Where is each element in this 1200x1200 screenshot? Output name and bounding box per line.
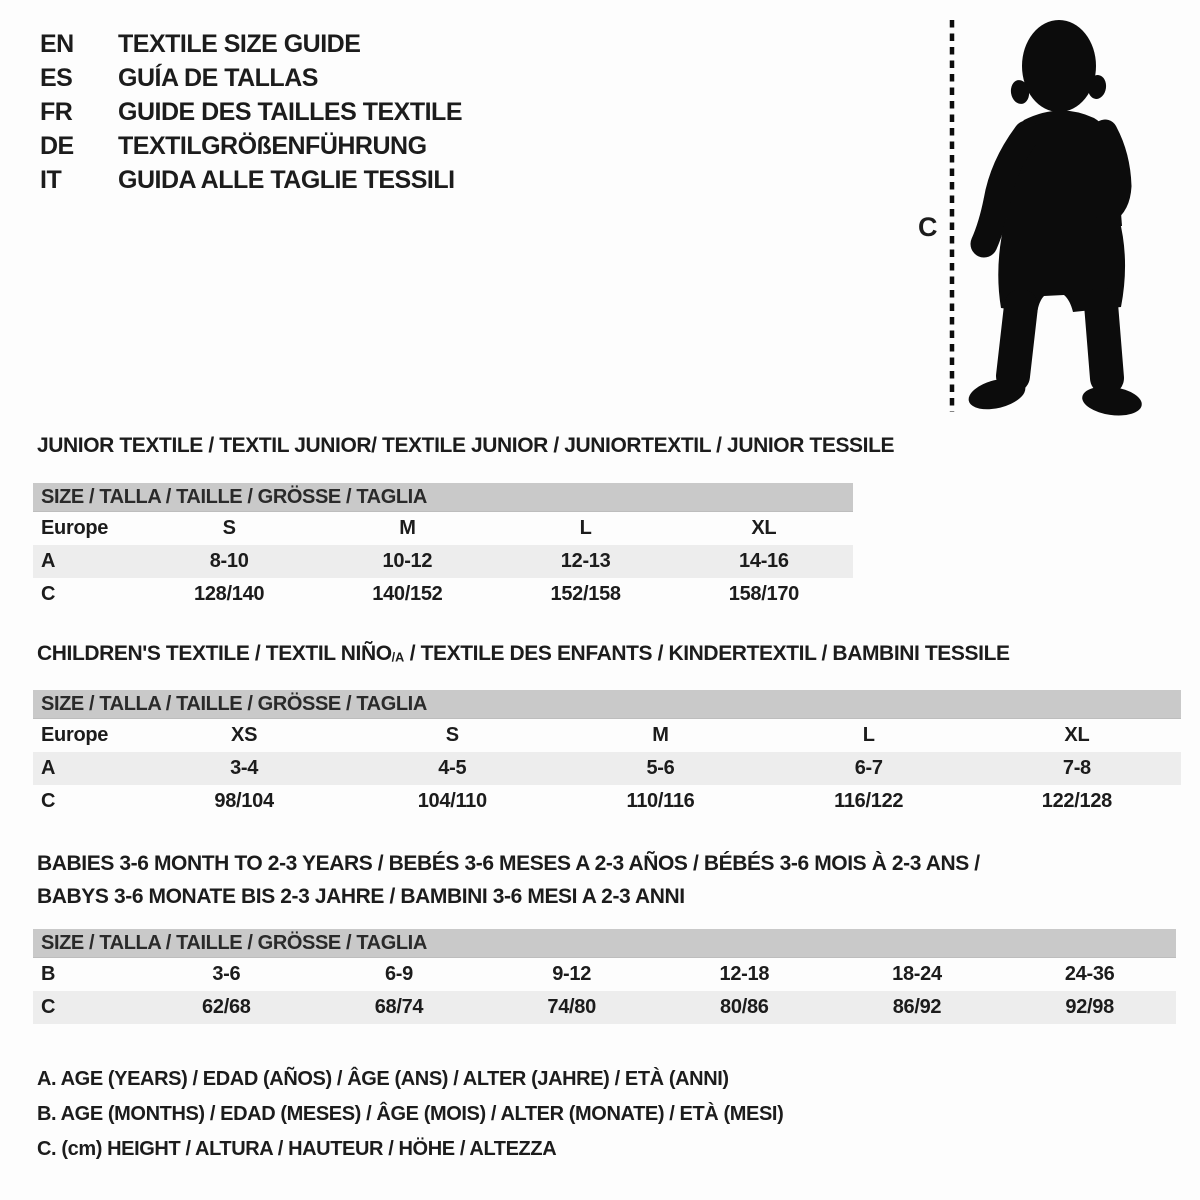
language-title: GUÍA DE TALLAS [118, 64, 318, 92]
column-header-cell: L [862, 724, 875, 746]
language-row [40, 166, 462, 200]
language-code: EN [40, 30, 74, 58]
table-row [33, 785, 1181, 818]
measure-legend [37, 1068, 783, 1173]
value-cell: 116/122 [834, 790, 904, 812]
value-cell: 92/98 [1065, 996, 1114, 1018]
value-cell: 9-12 [552, 963, 592, 985]
legend-line: A. AGE (YEARS) / EDAD (AÑOS) / ÂGE (ANS) / ALTER (JAHRE) / ETÀ (ANNI) [37, 1068, 729, 1090]
children-size-table [33, 690, 1181, 818]
column-header-cell: XS [231, 724, 258, 746]
column-header-cell: S [222, 517, 236, 539]
value-cell: 4-5 [438, 757, 467, 779]
junior-section-heading: JUNIOR TEXTILE / TEXTIL JUNIOR/ TEXTILE JUNIOR / JUNIORTEXTIL / JUNIOR TESSILE [37, 434, 895, 457]
column-header-cell: S [445, 724, 459, 746]
language-title-list [40, 30, 462, 200]
babies-heading-line-1: BABIES 3-6 MONTH TO 2-3 YEARS / BEBÉS 3-6 MESES A 2-3 AÑOS / BÉBÉS 3-6 MOIS À 2-3 ANS / [37, 852, 980, 875]
value-cell: 86/92 [892, 996, 942, 1018]
language-row [40, 132, 462, 166]
row-label-cell: A [41, 550, 56, 572]
row-label-cell: C [41, 996, 56, 1018]
language-row [40, 98, 462, 132]
column-header-cell: XL [1064, 724, 1090, 746]
value-cell: 3-6 [212, 963, 241, 985]
language-title: GUIDE DES TAILLES TEXTILE [118, 98, 463, 126]
table-row [33, 578, 853, 611]
language-code: FR [40, 98, 73, 126]
column-header-row [33, 719, 1181, 752]
value-cell: 152/158 [550, 583, 621, 605]
row-label-cell: B [41, 963, 56, 985]
value-cell: 104/110 [417, 790, 487, 812]
language-row [40, 64, 462, 98]
legend-line: C. (cm) HEIGHT / ALTURA / HAUTEUR / HÖHE / ALTEZZA [37, 1138, 557, 1160]
table-row [33, 545, 853, 578]
language-code: IT [40, 166, 62, 194]
value-cell: 24-36 [1064, 963, 1115, 985]
babies-size-table [33, 929, 1176, 1024]
language-title: TEXTILGRÖßENFÜHRUNG [118, 132, 427, 160]
junior-size-table [33, 483, 853, 611]
height-measure-label: C [918, 212, 937, 242]
value-cell: 7-8 [1062, 757, 1091, 779]
column-header-cell: L [579, 517, 592, 539]
babies-heading-line-2: BABYS 3-6 MONATE BIS 2-3 JAHRE / BAMBINI 3-6 MESI A 2-3 ANNI [37, 885, 685, 908]
row-label-cell: Europe [41, 724, 109, 746]
row-label-cell: A [41, 757, 56, 779]
column-header-cell: XL [751, 517, 777, 539]
size-header-band: SIZE / TALLA / TAILLE / GRÖSSE / TAGLIA [33, 690, 1181, 719]
language-title: TEXTILE SIZE GUIDE [118, 30, 361, 58]
value-cell: 18-24 [892, 963, 942, 985]
size-header-band: SIZE / TALLA / TAILLE / GRÖSSE / TAGLIA [33, 929, 1176, 958]
value-cell: 140/152 [372, 583, 443, 605]
value-cell: 110/116 [626, 790, 695, 812]
row-label-cell: Europe [41, 517, 109, 539]
babies-section-heading [37, 847, 980, 913]
value-cell: 62/68 [202, 996, 251, 1018]
legend-line: B. AGE (MONTHS) / EDAD (MESES) / ÂGE (MOIS) / ALTER (MONATE) / ETÀ (MESI) [37, 1103, 784, 1125]
children-heading-text-pre: CHILDREN'S TEXTILE / TEXTIL NIÑO [37, 642, 392, 665]
value-cell: 3-4 [230, 757, 259, 779]
column-header-cell: M [652, 724, 669, 746]
value-cell: 68/74 [374, 996, 424, 1018]
language-code: DE [40, 132, 74, 160]
value-cell: 10-12 [382, 550, 433, 572]
value-cell: 80/86 [720, 996, 769, 1018]
value-cell: 98/104 [214, 790, 274, 812]
size-header-band: SIZE / TALLA / TAILLE / GRÖSSE / TAGLIA [33, 483, 853, 512]
children-section-heading [37, 642, 1010, 666]
child-silhouette-figure [940, 8, 1200, 420]
language-row [40, 30, 462, 64]
value-cell: 14-16 [739, 550, 789, 572]
column-header-row [33, 512, 853, 545]
language-title: GUIDA ALLE TAGLIE TESSILI [118, 166, 455, 194]
value-cell: 6-9 [384, 963, 413, 985]
toddler-silhouette-svg [940, 8, 1200, 420]
children-heading-subscript: /A [391, 650, 405, 665]
table-row [33, 958, 1176, 991]
table-row [33, 752, 1181, 785]
value-cell: 128/140 [194, 583, 265, 605]
language-code: ES [40, 64, 73, 92]
value-cell: 8-10 [209, 550, 249, 572]
toddler-silhouette [965, 20, 1143, 419]
column-header-cell: M [399, 517, 416, 539]
value-cell: 6-7 [854, 757, 883, 779]
value-cell: 122/128 [1041, 790, 1112, 812]
row-label-cell: C [41, 583, 56, 605]
value-cell: 5-6 [646, 757, 675, 779]
value-cell: 12-13 [560, 550, 611, 572]
value-cell: 158/170 [728, 583, 799, 605]
row-label-cell: C [41, 790, 56, 812]
value-cell: 12-18 [719, 963, 770, 985]
children-heading-text-post: / TEXTILE DES ENFANTS / KINDERTEXTIL / BAMBINI TESSILE [404, 642, 1010, 665]
value-cell: 74/80 [547, 996, 596, 1018]
table-row [33, 991, 1176, 1024]
